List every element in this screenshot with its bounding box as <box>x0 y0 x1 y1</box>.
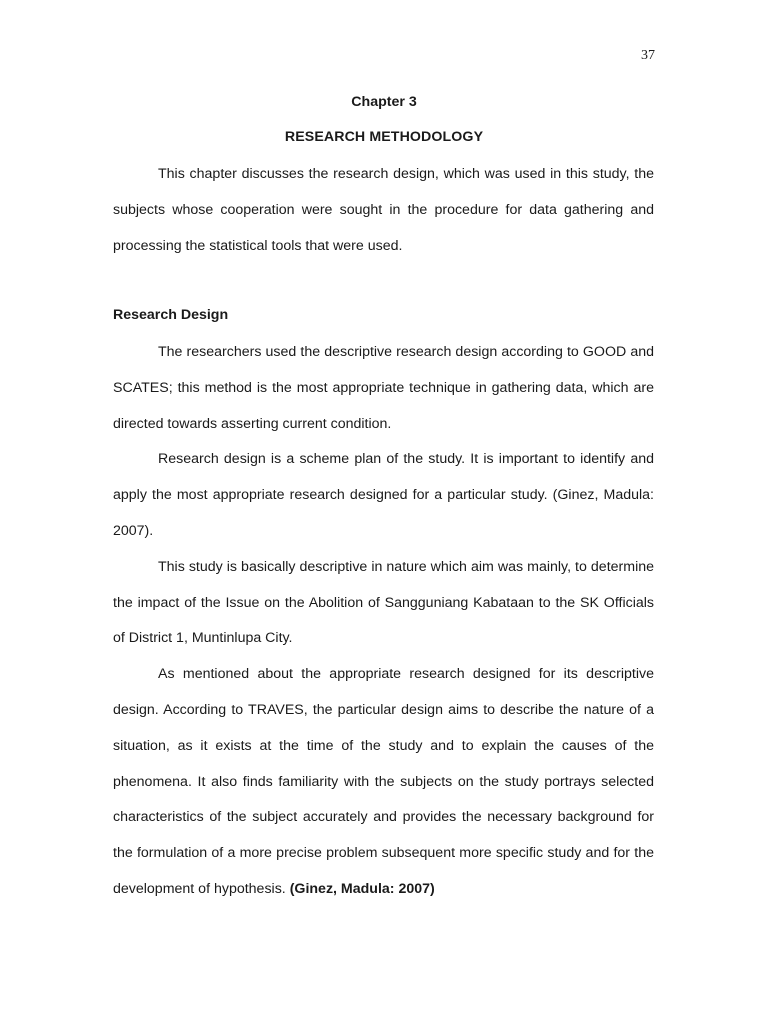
section-heading: Research Design <box>113 307 229 323</box>
paragraph-3: This study is basically descriptive in nature which aim was mainly, to determine the impact of the Issue on the Abolition of Sangguniang Kabataan to the SK Officials of District 1, Muntinlupa City. <box>113 558 654 647</box>
paragraph-4-text: As mentioned about the appropriate research designed for its descriptive design. According to TRAVES, the particular design aims to describe the nature of a situation, as it exists at the time of the study and to explain the causes of the phenomena. It also finds familiarity with the subjects on the study portrays selected characteristics of the subject accurately and provides the necessary background for the formulation of a more precise problem subsequent more specific study and for the development of hypothesis. <box>113 666 654 897</box>
intro-paragraph: This chapter discusses the research design, which was used in this study, the subjects whose cooperation were sought in the procedure for data gathering and processing the statistical tools that were used. <box>113 166 654 254</box>
chapter-label: Chapter 3 <box>351 94 417 110</box>
paragraph-2: Research design is a scheme plan of the study. It is important to identify and apply the most appropriate research designed for a particular study. (Ginez, Madula: 2007). <box>113 451 654 539</box>
paragraph-4 <box>113 657 654 908</box>
chapter-title: RESEARCH METHODOLOGY <box>284 129 484 145</box>
paragraph-1: The researchers used the descriptive research design according to GOOD and SCATES; this method is the most appropriate technique in gathering data, which are directed towards asserting current condition. <box>113 344 654 432</box>
section-body <box>113 335 654 908</box>
page-number: 37 <box>641 48 655 63</box>
citation: (Ginez, Madula: 2007) <box>289 880 435 897</box>
intro-block <box>113 157 654 264</box>
